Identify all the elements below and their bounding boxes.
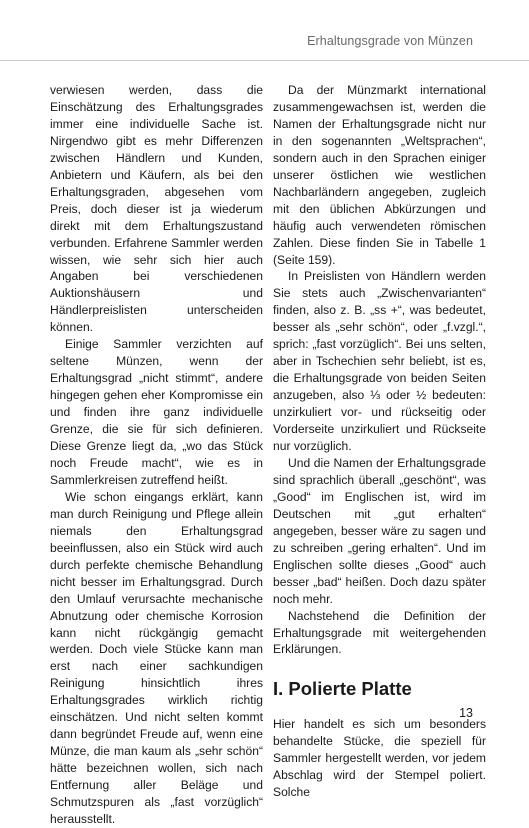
running-header: Erhaltungsgrade von Münzen [307, 34, 473, 48]
body-paragraph: Und die Namen der Erhaltungsgrade sind sprachlich überall „geschönt“, was „Good“ im Englischen ist, wird im Deutschen mit „gut erhalten“ angegeben, besser wäre zu sagen und zu schreiben „gering erhalten“. Und im Englischen sollte dieses „Good“ auch besser „bad“ heißen. Doch dazu später noch mehr. [273, 455, 486, 606]
body-paragraph: verwiesen werden, dass die Einschätzung des Erhaltungsgrades immer eine individuelle Sache ist. Nirgendwo gibt es mehr Differenzen zwischen Händlern und Kunden, Anbietern und Käufern, als bei den Erhaltungsgraden, abgesehen vom Preis, doch dieser ist ja wiederum direkt mit dem Erhaltungszustand verbunden. Erfahrene Sammler werden wissen, wie sehr sich hier auch Angaben bei verschiedenen Auktionshäusern und Händlerpreislisten unterscheiden können. [50, 83, 263, 335]
page-number: 13 [459, 706, 473, 720]
body-paragraph: In Preislisten von Händlern werden Sie stets auch „Zwischenvarianten“ finden, also z. B. „ss +“, was bedeutet, besser als „sehr schön“, oder „f.vzgl.“, sprich: „fast vorzüglich“. Bei uns selten, aber in Tschechien sehr beliebt, ist es, die Erhaltungsgrade von beiden Seiten anzugeben, also ⅓ oder ½ bedeuten: unzirkuliert vor- und rückseitig oder Vorderseite unzirkuliert und Rückseite nur vorzüglich. [273, 269, 486, 454]
body-paragraph: Hier handelt es sich um besonders behandelte Stücke, die speziell für Sammler hergestellt werden, vor jedem Abschlag wird der Stempel poliert. Solche [273, 717, 486, 800]
right-text-column [273, 82, 486, 801]
body-paragraph: Nachstehend die Definition der Erhaltungsgrade mit weitergehenden Erklärungen. [273, 608, 486, 657]
left-text-column [50, 82, 263, 828]
body-paragraph: Einige Sammler verzichten auf seltene Münzen, wenn der Erhaltungsgrad „nicht stimmt“, andere hingegen gehen eher Kompromisse ein und finden ihre ganz individuelle Grenze, die sie für sich definieren. Diese Grenze liegt da, „wo das Stück noch Freude macht“, wie es in Sammlerkreisen zutreffend heißt. [50, 337, 263, 487]
header-divider [0, 60, 529, 61]
section-heading: I. Polierte Platte [273, 678, 412, 700]
body-paragraph: Wie schon eingangs erklärt, kann man durch Reinigung und Pflege allein niemals den Erhaltungsgrad beeinflussen, also ein Stück wird auch durch perfekte chemische Behandlung nicht besser im Erhaltungsgrad. Durch den Umlauf verursachte mechanische Abnutzung oder chemische Korrosion kann nicht rückgängig gemacht werden. Doch viele Stücke kann man erst nach einer sachkundigen Reinigung hinsichtlich ihres Erhaltungsgrades wirklich richtig einschätzen. Und nicht selten kommt dann begründet Freude auf, wenn eine Münze, die man kaum als „sehr schön“ hätte bezeichnen wollen, sich nach Entfernung aller Beläge und Schmutzspuren als „fast vorzüglich“ herausstellt. [50, 489, 263, 826]
body-paragraph: Da der Münzmarkt international zusammengewachsen ist, werden die Namen der Erhaltungsgrade nicht nur in den sogenannten „Weltsprachen“, sondern auch in den Sprachen einiger unserer östlichen wie westlichen Nachbarländern angegeben, zugleich mit den üblichen Abkürzungen und häufig auch verwendeten römischen Zahlen. Diese finden Sie in Tabelle 1 (Seite 159). [273, 83, 486, 267]
